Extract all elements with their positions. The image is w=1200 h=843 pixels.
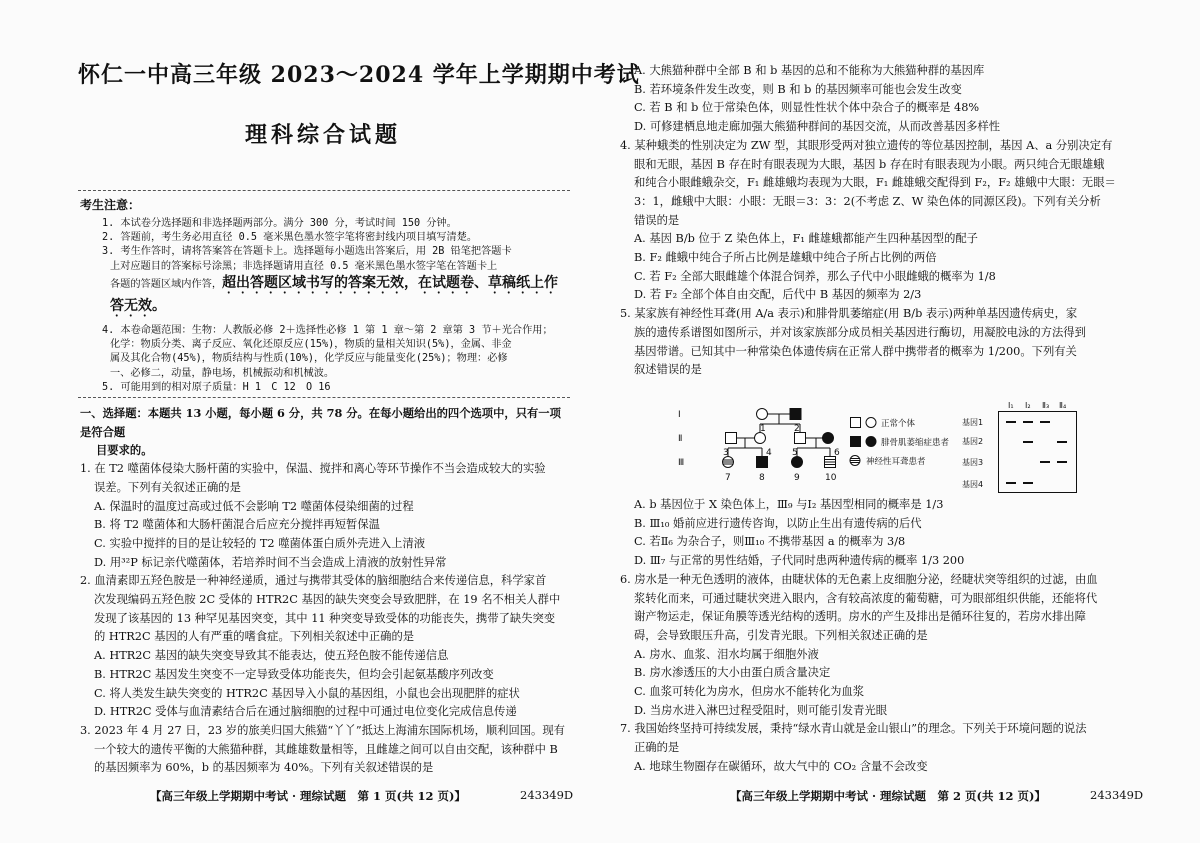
- section-heading: 一、选择题：本题共 13 小题，每小题 6 分，共 78 分。在每小题给出的四个选项中，只有一项是符合题: [80, 406, 561, 439]
- paper-code: 243349D: [520, 788, 574, 802]
- q5-stem: 基因带谱。已知其中一种常染色体遗传病在正常人群中携带者的概率为 1/200。下列有关: [634, 344, 1077, 358]
- notice-line: 化学：物质分类、离子反应、氧化还原反应(15%)，物质的量相关知识(5%)，金属、非金: [110, 339, 512, 351]
- pedigree-figure: [670, 398, 1110, 494]
- q6-option: C. 血浆可转化为房水，但房水不能转化为血浆: [634, 685, 865, 699]
- pedigree-II5: [795, 433, 806, 444]
- q2-option: C. 将人类发生缺失突变的 HTR2C 基因导入小鼠的基因组，小鼠也会出现肥胖的症状: [94, 686, 520, 700]
- notice-emphasis: 超出答题区域书写的答案无效，在试题卷、草稿纸上作: [222, 273, 559, 290]
- gel-bands: [1006, 421, 1067, 484]
- q4-option: D. 若 F₂ 全部个体自由交配，后代中 B 基因的频率为 2/3: [634, 288, 922, 302]
- q6-option: A. 房水、血浆、泪水均属于细胞外液: [634, 647, 819, 661]
- q3-stem: 3. 2023 年 4 月 27 日，23 岁的旅美归国大熊猫“丫丫”抵达上海浦东国际机场，顺利回国。现有: [80, 723, 565, 737]
- q1-option: B. 将 T2 噬菌体和大肠杆菌混合后应充分搅拌再短暂保温: [94, 518, 380, 532]
- paper-code: 243349D: [1090, 788, 1144, 802]
- legend-normal-male: [851, 418, 861, 428]
- q7-stem: 正确的是: [634, 741, 680, 755]
- gel-row: 基因2: [962, 437, 984, 446]
- page-2: [600, 0, 1200, 843]
- q4-stem: 和纯合小眼雌蛾杂交，F₁ 雌雄蛾均表现为大眼，F₁ 雌雄蛾交配得到 F₂，F₂ 雄蛾中大眼：无眼＝: [634, 176, 1116, 190]
- notice-line: 4. 本卷命题范围：生物：人教版必修 2＋选择性必修 1 第 1 章～第 2 章第 3 节＋光合作用；: [102, 324, 553, 336]
- q2-stem: 2. 血清素即五羟色胺是一种神经递质，通过与携带其受体的脑细胞结合来传递信息，科学家首: [80, 574, 547, 588]
- gel-col: Ⅰ₁: [1008, 401, 1014, 410]
- pedigree-II6: [823, 433, 834, 444]
- notice-line: 1. 本试卷分选择题和非选择题两部分。满分 300 分，考试时间 150 分钟。: [102, 217, 457, 229]
- pedigree-III9: [792, 457, 803, 468]
- notice-block: [80, 196, 570, 395]
- q3-option: B. 若环境条件发生改变，则 B 和 b 的基因频率可能也会发生改变: [634, 82, 962, 96]
- q2-stem: 次发现编码五羟色胺 2C 受体的 HTR2C 基因的缺失突变会导致肥胖，在 19 名不相关人群中: [94, 593, 561, 607]
- q5-option: C. 若Ⅱ₆ 为杂合子，则Ⅲ₁₀ 不携带基因 a 的概率为 3/8: [634, 535, 906, 549]
- notice-line: 3. 考生作答时，请将答案答在答题卡上。选择题每小题选出答案后，用 2B 铅笔把答题卡: [102, 246, 512, 258]
- questions-left: [80, 404, 572, 778]
- ind-num: 10: [825, 473, 837, 483]
- legend-label: 腓骨肌萎缩症患者: [881, 438, 950, 448]
- ind-num: 5: [792, 448, 798, 458]
- gel-frame: [999, 412, 1077, 493]
- q1-stem: 误差。下列有关叙述正确的是: [94, 480, 241, 494]
- q3-stem: 的基因频率为 60%，b 的基因频率为 40%。下列有关叙述错误的是: [94, 761, 434, 775]
- gel-col: Ⅰ₂: [1025, 401, 1031, 410]
- q3-option: D. 可修建栖息地走廊加强大熊猫种群间的基因交流，从而改善基因多样性: [634, 120, 1001, 134]
- gen-label: Ⅱ: [678, 434, 683, 444]
- ind-num: 8: [759, 473, 765, 483]
- section-heading-cont: 目要求的。: [96, 443, 153, 458]
- q5-option: A. b 基因位于 X 染色体上，Ⅲ₉ 与Ⅰ₂ 基因型相同的概率是 1/3: [634, 498, 944, 511]
- q3-option: C. 若 B 和 b 位于常染色体，则显性性状个体中杂合子的概率是 48%: [634, 101, 980, 115]
- q1-stem: 1. 在 T2 噬菌体侵染大肠杆菌的实验中，保温、搅拌和离心等环节操作不当会造成较大的实验: [80, 462, 546, 476]
- q6-option: D. 当房水进入淋巴过程受阻时，则可能引发青光眼: [634, 703, 888, 717]
- ind-num: 2: [794, 424, 800, 434]
- q2-option: B. HTR2C 基因发生突变不一定导致受体功能丧失，但均会引起氨基酸序列改变: [94, 667, 494, 681]
- q4-stem: 4. 某种蛾类的性别决定为 ZW 型，其眼形受两对独立遗传的等位基因控制，基因 A、a 分别决定有: [620, 138, 1113, 152]
- pedigree-III8: [757, 457, 768, 468]
- q2-stem: 发现了该基因的 13 种罕见基因突变，其中 11 种突变导致受体的功能丧失，携带了缺失突变: [94, 611, 556, 625]
- q5-option: B. Ⅲ₁₀ 婚前应进行遗传咨询，以防止生出有遗传病的后代: [634, 516, 922, 530]
- q6-option: B. 房水渗透压的大小由蛋白质含量决定: [634, 666, 831, 680]
- q5-stem: 族的遗传系谱图如图所示，并对该家族部分成员相关基因进行酶切，用凝胶电泳的方法得到: [634, 325, 1086, 339]
- ind-num: 3: [723, 448, 729, 458]
- pedigree-II3: [726, 433, 737, 444]
- q6-stem: 浆转化而来，可通过睫状突进入眼内，含有较高浓度的葡萄糖，可为眼部组织供能，还能将代: [634, 591, 1098, 605]
- ind-num: 9: [794, 473, 800, 483]
- notice-line: 2. 答题前，考生务必用直径 0.5 毫米黑色墨水签字笔将密封线内项目填写清楚。: [102, 232, 478, 243]
- q6-stem: 6. 房水是一种无色透明的液体，由睫状体的无色素上皮细胞分泌，经睫状突等组织的过滤，由血: [620, 572, 1098, 586]
- pedigree-II4: [755, 433, 766, 444]
- page-footer: 【高三年级上学期期中考试 · 理综试题 第 2 页(共 12 页)】: [730, 789, 1046, 803]
- legend-label: 正常个体: [881, 419, 916, 429]
- q1-option: A. 保温时的温度过高或过低不会影响 T2 噬菌体侵染细菌的过程: [94, 499, 414, 513]
- notice-line: 5. 可能用到的相对原子质量：H 1 C 12 O 16: [102, 382, 331, 394]
- q4-stem: 眼和无眼，基因 B 存在时有眼表现为大眼，基因 b 存在时有眼表现为小眼。两只纯合无眼雄蛾: [634, 157, 1105, 171]
- q1-option: C. 实验中搅拌的目的是让较轻的 T2 噬菌体蛋白质外壳进入上清液: [94, 536, 426, 550]
- divider: [78, 190, 570, 191]
- notice-line: 属及其化合物(45%)，物质结构与性质(10%)，化学反应与能量变化(25%)；物理：必修: [110, 353, 508, 365]
- q6-stem: 谢产物运走，保证角膜等透光结构的透明。房水的产生及排出是循环往复的，若房水排出障: [634, 610, 1086, 624]
- questions-right-bottom: [620, 496, 1150, 777]
- notice-line: 一、必修二，动量，静电场，机械振动和机械波。: [110, 367, 335, 379]
- q5-option: D. Ⅲ₇ 与正常的男性结婚，子代同时患两种遗传病的概率 1/3 200: [634, 554, 965, 568]
- gel-col: Ⅱ₄: [1059, 401, 1067, 410]
- legend-cmt-female: [866, 437, 876, 447]
- q3-stem: 一个较大的遗传平衡的大熊猫种群，其雌雄数量相等，且雌雄之间可以自由交配，该种群中 B: [94, 742, 558, 756]
- legend-cmt-male: [851, 437, 861, 447]
- q7-stem: 7. 我国始终坚持可持续发展，秉持“绿水青山就是金山银山”的理念。下列关于环境问题的说法: [620, 722, 1087, 736]
- q4-option: A. 基因 B/b 位于 Z 染色体上，F₁ 雌雄蛾都能产生四种基因型的配子: [634, 232, 978, 246]
- q6-stem: 碍，会导致眼压升高，引发青光眼。下列相关叙述正确的是: [634, 628, 928, 642]
- q2-stem: 的 HTR2C 基因的人有严重的嗜食症。下列相关叙述中正确的是: [94, 630, 415, 644]
- notice-emphasis: 答无效。: [110, 296, 166, 313]
- questions-right-top: [620, 62, 1150, 380]
- q3-option: A. 大熊猫种群中全部 B 和 b 基因的总和不能称为大熊猫种群的基因库: [634, 64, 985, 77]
- exam-title: 怀仁一中高三年级 2023～2024 学年上学期期中考试: [78, 62, 640, 88]
- q2-option: D. HTR2C 受体与血清素结合后在通过脑细胞的过程中可通过电位变化完成信息传递: [94, 705, 517, 719]
- q4-stem: 3：1，雌蛾中大眼：小眼：无眼＝3：3：2(不考虑 Z、W 染色体的同源区段)。下列有关分析: [634, 194, 1101, 208]
- gen-label: Ⅲ: [678, 458, 685, 468]
- q4-option: B. F₂ 雌蛾中纯合子所占比例是雄蛾中纯合子所占比例的两倍: [634, 251, 937, 265]
- q4-option: C. 若 F₂ 全部大眼雌雄个体混合饲养，那么子代中小眼雌蛾的概率为 1/8: [634, 269, 996, 283]
- gel-row: 基因1: [962, 418, 984, 427]
- notice-heading: 考生注意：: [80, 198, 141, 212]
- notice-line: 上对应题目的答案标号涂黑；非选择题请用直径 0.5 毫米黑色墨水签字笔在答题卡上: [110, 260, 498, 272]
- q2-option: A. HTR2C 基因的缺失突变导致其不能表达，使五羟色胺不能传递信息: [94, 649, 449, 663]
- legend-normal-female: [866, 418, 876, 428]
- ind-num: 6: [834, 448, 840, 458]
- gel-row: 基因4: [962, 480, 984, 489]
- q5-stem: 5. 某家族有神经性耳聋(用 A/a 表示)和腓骨肌萎缩症(用 B/b 表示)两种单基因遗传病史，家: [620, 307, 1078, 321]
- notice-line: 各题的答题区域内作答，: [110, 278, 223, 290]
- page-footer: 【高三年级上学期期中考试 · 理综试题 第 1 页(共 12 页)】: [150, 789, 466, 803]
- legend-label: 神经性耳聋患者: [866, 457, 926, 467]
- pedigree-I1: [757, 409, 768, 420]
- ind-num: 1: [760, 424, 766, 434]
- pedigree-I2: [790, 409, 801, 420]
- exam-subtitle: 理科综合试题: [244, 122, 401, 148]
- gen-label: Ⅰ: [678, 410, 681, 420]
- ind-num: 7: [725, 473, 731, 483]
- gel-row: 基因3: [962, 458, 984, 467]
- q1-option: D. 用³²P 标记亲代噬菌体，若培养时间不当会造成上清液的放射性异常: [94, 555, 447, 569]
- divider: [78, 397, 570, 398]
- gel-col: Ⅱ₃: [1042, 401, 1050, 410]
- q7-option: A. 地球生物圈存在碳循环，故大气中的 CO₂ 含量不会改变: [634, 759, 928, 773]
- ind-num: 4: [766, 448, 772, 458]
- q5-stem: 叙述错误的是: [634, 363, 702, 377]
- q4-stem: 错误的是: [634, 213, 680, 227]
